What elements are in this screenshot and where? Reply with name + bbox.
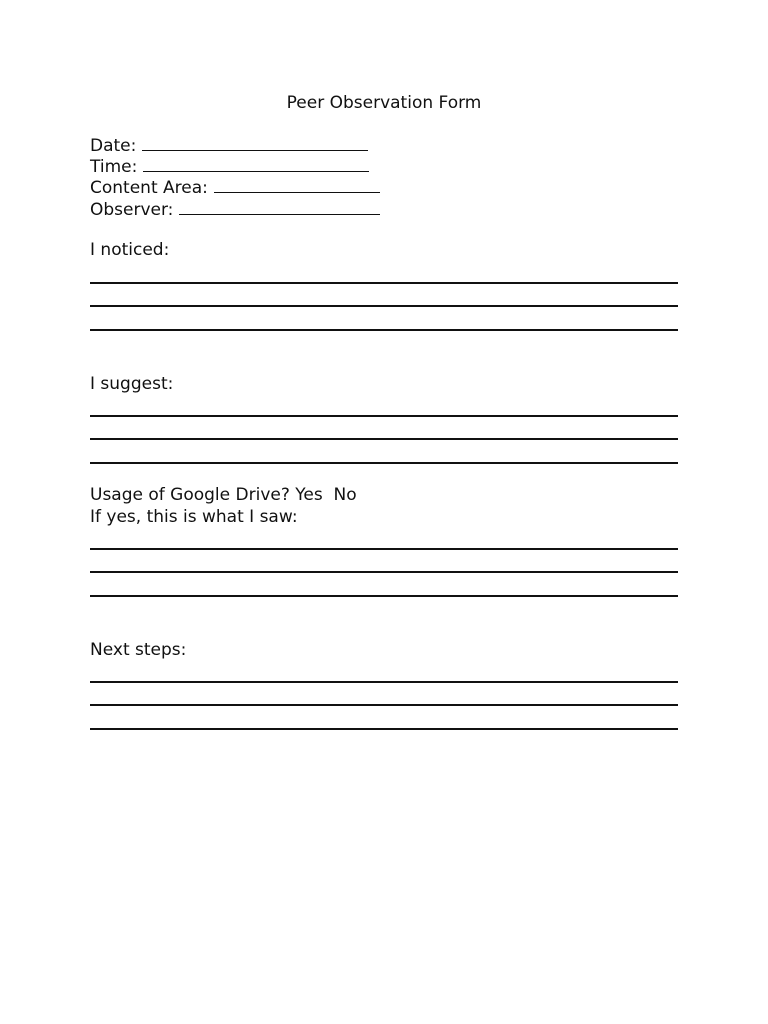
noticed-line-3[interactable] xyxy=(90,329,678,331)
content-area-label: Content Area: xyxy=(90,178,208,198)
time-label: Time: xyxy=(90,157,138,177)
date-blank[interactable] xyxy=(142,135,368,151)
suggest-line-2[interactable] xyxy=(90,438,678,440)
time-field[interactable] xyxy=(90,156,369,178)
noticed-line-1[interactable] xyxy=(90,282,678,284)
google-drive-followup: If yes, this is what I saw: xyxy=(90,507,298,527)
form-title: Peer Observation Form xyxy=(286,93,482,113)
suggest-label: I suggest: xyxy=(90,374,174,394)
date-field[interactable] xyxy=(90,135,368,157)
noticed-line-2[interactable] xyxy=(90,305,678,307)
next-steps-line-2[interactable] xyxy=(90,704,678,706)
observer-blank[interactable] xyxy=(179,199,380,215)
google-drive-line-2[interactable] xyxy=(90,571,678,573)
google-drive-line-3[interactable] xyxy=(90,595,678,597)
content-area-blank[interactable] xyxy=(214,177,380,193)
observer-field[interactable] xyxy=(90,199,380,221)
content-area-field[interactable] xyxy=(90,177,380,199)
noticed-label: I noticed: xyxy=(90,240,170,260)
suggest-line-3[interactable] xyxy=(90,462,678,464)
google-drive-question: Usage of Google Drive? Yes No xyxy=(90,485,357,505)
date-label: Date: xyxy=(90,136,137,156)
next-steps-line-1[interactable] xyxy=(90,681,678,683)
observer-label: Observer: xyxy=(90,200,174,220)
suggest-line-1[interactable] xyxy=(90,415,678,417)
next-steps-line-3[interactable] xyxy=(90,728,678,730)
time-blank[interactable] xyxy=(143,156,369,172)
next-steps-label: Next steps: xyxy=(90,640,187,660)
google-drive-line-1[interactable] xyxy=(90,548,678,550)
